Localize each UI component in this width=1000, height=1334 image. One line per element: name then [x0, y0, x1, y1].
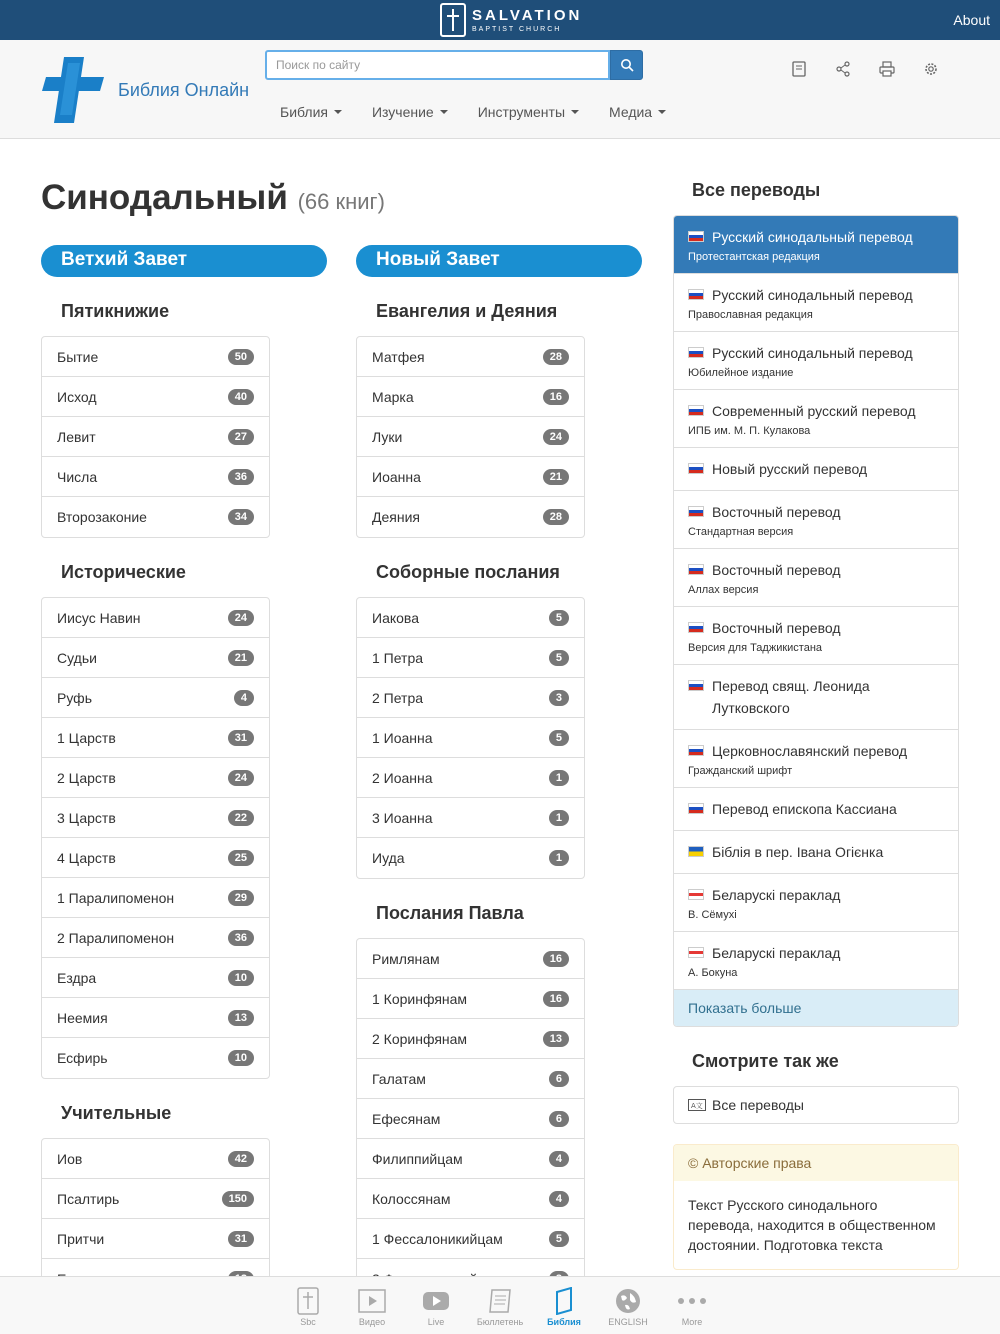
book-row[interactable]: [357, 1179, 584, 1219]
book-list: [356, 336, 585, 538]
live-icon: [420, 1285, 452, 1317]
book-row[interactable]: [357, 1099, 584, 1139]
section-title: Соборные послания: [376, 562, 560, 582]
book-name: 3 Царств: [57, 809, 116, 826]
share-icon[interactable]: [834, 60, 852, 78]
book-name: Иакова: [372, 609, 419, 626]
book-name: Числа: [57, 468, 98, 485]
translation-edition: Юбилейное издание: [688, 367, 794, 379]
copyright-title: © Авторские права: [674, 1145, 958, 1181]
flag-ru-icon: [688, 463, 704, 474]
book-name: Руфь: [57, 689, 92, 706]
chapter-count-badge: 16: [543, 991, 569, 1007]
tab-bible[interactable]: Библия: [532, 1277, 596, 1334]
book-row[interactable]: [357, 758, 584, 798]
tab-live[interactable]: Live: [404, 1277, 468, 1334]
book-name: 3 Иоанна: [372, 809, 433, 826]
see-also-title: Смотрите так же: [692, 1051, 839, 1071]
book-row[interactable]: [357, 598, 584, 638]
bulletin-icon: [484, 1285, 516, 1317]
translation-name: Перевод епископа Кассиана: [712, 801, 897, 817]
chapter-count-badge: 21: [228, 650, 254, 666]
nav-tools[interactable]: Инструменты: [478, 104, 579, 120]
chapter-count-badge: 16: [543, 389, 569, 405]
book-row[interactable]: [357, 1019, 584, 1059]
chapter-count-badge: 24: [228, 610, 254, 626]
translation-name: Восточный перевод: [712, 504, 841, 520]
translation-name: Современный русский перевод: [712, 403, 916, 419]
chapter-count-badge: 34: [228, 509, 254, 525]
translation-main: [688, 884, 944, 906]
translation-main: [688, 617, 944, 639]
translation-edition: Гражданский шрифт: [688, 765, 793, 777]
translation-edition: Аллах версия: [688, 584, 759, 596]
translations-list: [673, 215, 959, 1027]
brand-main-text: SALVATION: [472, 6, 583, 24]
copyright-text: Текст Русского синодального перевода, находится в общественном достоянии. Подготовка текста: [688, 1197, 936, 1253]
book-name: Ефесянам: [372, 1110, 441, 1127]
translation-name: Беларускі пераклад: [712, 887, 841, 903]
tab-more[interactable]: More: [660, 1277, 724, 1334]
book-row[interactable]: [357, 718, 584, 758]
translation-item[interactable]: [674, 932, 958, 990]
salvation-logo[interactable]: [440, 3, 582, 37]
caret-down-icon: [658, 110, 666, 114]
translation-main: [688, 400, 944, 422]
translation-edition: Православная редакция: [688, 309, 813, 321]
chapter-count-badge: 24: [228, 770, 254, 786]
caret-down-icon: [440, 110, 448, 114]
book-name: 1 Коринфянам: [372, 990, 468, 1007]
new-testament-column: [356, 245, 642, 1300]
translation-edition: ИПБ им. М. П. Кулакова: [688, 425, 811, 437]
svg-text:A文: A文: [691, 1102, 703, 1110]
translation-name: Русский синодальный перевод: [712, 345, 913, 361]
chapter-count-badge: 4: [549, 1191, 569, 1207]
flag-ru-icon: [688, 347, 704, 358]
section-title: Учительные: [61, 1103, 172, 1123]
book-name: 2 Иоанна: [372, 769, 433, 786]
translation-main: [688, 501, 944, 523]
translation-name: Русский синодальный перевод: [712, 229, 913, 245]
book-name: 2 Петра: [372, 689, 424, 706]
flag-ru-icon: [688, 680, 704, 691]
translation-name: Новый русский перевод: [712, 461, 868, 477]
chapter-count-badge: 28: [543, 509, 569, 525]
flag-ua-icon: [688, 846, 704, 857]
book-row[interactable]: [42, 598, 269, 638]
book-row[interactable]: [357, 939, 584, 979]
book-row[interactable]: [357, 497, 584, 537]
translation-main: [688, 284, 944, 306]
section-title: Евангелия и Деяния: [376, 301, 558, 321]
brand-sub-text: BAPTIST CHURCH: [472, 25, 562, 33]
new-testament-header[interactable]: Новый Завет: [356, 245, 642, 277]
search-button[interactable]: [610, 50, 643, 80]
section-title: Послания Павла: [376, 903, 524, 923]
book-name: Есфирь: [57, 1050, 108, 1066]
book-row[interactable]: [42, 1219, 269, 1259]
settings-gear-icon[interactable]: [922, 60, 940, 78]
translation-main: [688, 675, 944, 719]
book-name: Иоанна: [372, 468, 421, 485]
translation-name: Церковнославянский перевод: [712, 743, 908, 759]
translation-main: [688, 740, 944, 762]
chapter-count-badge: 13: [543, 1031, 569, 1047]
translation-main: [688, 841, 944, 863]
chapter-count-badge: 6: [549, 1071, 569, 1087]
translation-name: Русский синодальный перевод: [712, 287, 913, 303]
book-row[interactable]: [42, 377, 269, 417]
chapter-count-badge: 24: [543, 429, 569, 445]
book-row[interactable]: [42, 497, 269, 537]
book-row[interactable]: [42, 838, 269, 878]
translation-name: Перевод свящ. Леонида Лутковского: [712, 678, 870, 716]
site-title[interactable]: Библия Онлайн: [118, 80, 250, 100]
flag-ru-icon: [688, 745, 704, 756]
book-name: Матфея: [372, 348, 425, 365]
bookmark-book-icon[interactable]: [790, 60, 808, 78]
book-name: Иуда: [372, 850, 405, 866]
book-name: Деяния: [372, 509, 420, 525]
bible-online-logo-icon[interactable]: [42, 55, 106, 125]
chapter-count-badge: 4: [549, 1151, 569, 1167]
show-more-button[interactable]: Показать больше: [674, 990, 958, 1026]
translation-item[interactable]: [674, 390, 958, 448]
translation-name: Біблія в пер. Івана Огієнка: [712, 844, 884, 860]
chapter-count-badge: 22: [228, 810, 254, 826]
old-testament-header[interactable]: Ветхий Завет: [41, 245, 327, 277]
translation-main: [688, 226, 944, 248]
search-bar: [265, 50, 643, 80]
tab-english[interactable]: ENGLISH: [596, 1277, 660, 1334]
book-row[interactable]: [357, 1139, 584, 1179]
chapter-count-badge: 5: [549, 1231, 569, 1247]
chapter-count-badge: 50: [228, 349, 254, 365]
book-name: Луки: [372, 428, 403, 445]
book-name: 1 Царств: [57, 729, 116, 746]
book-name: 2 Паралипоменон: [57, 929, 175, 946]
book-name: Левит: [57, 428, 96, 445]
book-row[interactable]: [42, 758, 269, 798]
section-title: Исторические: [61, 562, 186, 582]
book-name: Римлянам: [372, 950, 440, 967]
chapter-count-badge: 16: [543, 951, 569, 967]
flag-by-icon: [688, 947, 704, 958]
flag-ru-icon: [688, 289, 704, 300]
chapter-count-badge: 36: [228, 469, 254, 485]
book-name: 2 Коринфянам: [372, 1030, 468, 1047]
chapter-count-badge: 31: [228, 730, 254, 746]
chapter-count-badge: 21: [543, 469, 569, 485]
book-name: Ездра: [57, 969, 97, 986]
chapter-count-badge: 5: [549, 610, 569, 626]
book-name: Марка: [372, 388, 414, 405]
book-row[interactable]: [357, 1219, 584, 1259]
translation-main: [688, 559, 944, 581]
tab-bulletin[interactable]: Бюллетень: [468, 1277, 532, 1334]
book-count: (66 книг): [297, 189, 385, 214]
book-list: [356, 938, 585, 1300]
flag-ru-icon: [688, 803, 704, 814]
chapter-count-badge: 4: [234, 690, 254, 706]
search-icon: [620, 58, 634, 72]
book-row[interactable]: [42, 1179, 269, 1219]
about-link[interactable]: About: [953, 12, 990, 28]
translation-item[interactable]: [674, 448, 958, 491]
book-name: Колоссянам: [372, 1190, 451, 1207]
book-row[interactable]: [357, 798, 584, 838]
book-name: 1 Паралипоменон: [57, 889, 175, 906]
translation-main: [688, 798, 944, 820]
flag-ru-icon: [688, 622, 704, 633]
translation-main: [688, 942, 944, 964]
church-cross-icon: [440, 3, 466, 37]
book-row[interactable]: [357, 979, 584, 1019]
sbc-icon: [292, 1285, 324, 1317]
more-icon: [676, 1285, 708, 1317]
translation-edition: А. Бокуна: [688, 967, 738, 979]
translation-item[interactable]: [674, 216, 958, 274]
translation-main: [688, 458, 944, 480]
book-list: [356, 597, 585, 879]
flag-ru-icon: [688, 405, 704, 416]
flag-ru-icon: [688, 564, 704, 575]
book-row[interactable]: [42, 678, 269, 718]
site-header: [0, 40, 1000, 139]
translation-edition: Версия для Таджикистана: [688, 642, 823, 654]
book-row[interactable]: [42, 998, 269, 1038]
flag-by-icon: [688, 889, 704, 900]
translation-item[interactable]: [674, 665, 958, 730]
book-row[interactable]: [357, 377, 584, 417]
book-name: Второзаконие: [57, 509, 147, 525]
book-row[interactable]: [357, 838, 584, 878]
chapter-count-badge: 40: [228, 389, 254, 405]
caret-down-icon: [571, 110, 579, 114]
caret-down-icon: [334, 110, 342, 114]
tab-video[interactable]: Видео: [340, 1277, 404, 1334]
book-row[interactable]: [42, 337, 269, 377]
chapter-count-badge: 10: [228, 970, 254, 986]
book-list: [41, 336, 270, 538]
chapter-count-badge: 36: [228, 930, 254, 946]
book-name: 2 Царств: [57, 769, 116, 786]
book-row[interactable]: [357, 417, 584, 457]
flag-ru-icon: [688, 506, 704, 517]
book-name: Бытие: [57, 348, 99, 365]
translation-edition: Стандартная версия: [688, 526, 794, 538]
video-icon: [356, 1285, 388, 1317]
book-row[interactable]: [42, 638, 269, 678]
book-row[interactable]: [42, 718, 269, 758]
page-title: Синодальный (66 книг): [41, 178, 385, 217]
book-row[interactable]: [357, 457, 584, 497]
section-title: Пятикнижие: [61, 301, 170, 321]
top-banner: [0, 0, 1000, 40]
chapter-count-badge: 1: [549, 850, 569, 866]
chapter-count-badge: 1: [549, 770, 569, 786]
book-name: Галатам: [372, 1070, 426, 1087]
translation-item[interactable]: [674, 788, 958, 831]
header-tools: [790, 60, 940, 78]
see-also-all-translations-link[interactable]: A文 Все переводы: [673, 1086, 959, 1124]
copyright-panel: [673, 1144, 959, 1270]
book-row[interactable]: [42, 457, 269, 497]
old-testament-column: [41, 245, 327, 1300]
chapter-count-badge: 5: [549, 730, 569, 746]
translation-item[interactable]: [674, 549, 958, 607]
book-row[interactable]: [42, 958, 269, 998]
book-list: [41, 597, 270, 1079]
nav-study[interactable]: Изучение: [372, 104, 448, 120]
book-row[interactable]: [42, 878, 269, 918]
chapter-count-badge: 42: [228, 1151, 254, 1167]
chapter-count-badge: 13: [228, 1010, 254, 1026]
print-icon[interactable]: [878, 60, 896, 78]
translation-item[interactable]: [674, 874, 958, 932]
translation-item[interactable]: [674, 607, 958, 665]
translation-main: [688, 342, 944, 364]
book-name: 1 Иоанна: [372, 729, 433, 746]
book-name: Неемия: [57, 1009, 108, 1026]
chapter-count-badge: 29: [228, 890, 254, 906]
book-name: Исход: [57, 388, 97, 405]
translation-item[interactable]: [674, 332, 958, 390]
chapter-count-badge: 150: [222, 1191, 254, 1207]
chapter-count-badge: 25: [228, 850, 254, 866]
chapter-count-badge: 31: [228, 1231, 254, 1247]
translation-item[interactable]: [674, 730, 958, 788]
book-row[interactable]: [357, 337, 584, 377]
book-name: 1 Петра: [372, 649, 424, 666]
book-name: Иов: [57, 1150, 83, 1167]
translation-item[interactable]: [674, 831, 958, 874]
translation-item[interactable]: [674, 274, 958, 332]
translation-name: Восточный перевод: [712, 620, 841, 636]
flag-ru-icon: [688, 231, 704, 242]
nav-media[interactable]: Медиа: [609, 104, 666, 120]
book-name: 4 Царств: [57, 849, 116, 866]
book-name: Иисус Навин: [57, 609, 141, 626]
chapter-count-badge: 3: [549, 690, 569, 706]
globe-icon: [612, 1285, 644, 1317]
nav-bible[interactable]: Библия: [280, 104, 342, 120]
translations-title: Все переводы: [692, 180, 821, 200]
book-name: Притчи: [57, 1230, 105, 1247]
tab-sbc[interactable]: Sbc: [276, 1277, 340, 1334]
translation-item[interactable]: [674, 491, 958, 549]
chapter-count-badge: 28: [543, 349, 569, 365]
book-row[interactable]: [357, 1059, 584, 1099]
bible-icon: [548, 1285, 580, 1317]
book-name: Псалтирь: [57, 1190, 120, 1207]
book-row[interactable]: [42, 918, 269, 958]
translation-edition: В. Сёмухі: [688, 909, 737, 921]
book-row[interactable]: [42, 1038, 269, 1078]
search-input[interactable]: [265, 50, 610, 80]
bottom-tab-bar: [0, 1276, 1000, 1334]
chapter-count-badge: 6: [549, 1111, 569, 1127]
chapter-count-badge: 1: [549, 810, 569, 826]
language-icon: [688, 1099, 706, 1111]
main-nav: [280, 104, 666, 120]
translation-name: Беларускі пераклад: [712, 945, 841, 961]
book-row[interactable]: [42, 798, 269, 838]
translation-edition: Протестантская редакция: [688, 251, 820, 263]
book-row[interactable]: [42, 417, 269, 457]
book-name: Судьи: [57, 649, 97, 666]
translation-name: Восточный перевод: [712, 562, 841, 578]
chapter-count-badge: 5: [549, 650, 569, 666]
book-row[interactable]: [357, 638, 584, 678]
book-row[interactable]: [357, 678, 584, 718]
chapter-count-badge: 27: [228, 429, 254, 445]
book-name: 1 Фессалоникийцам: [372, 1230, 503, 1247]
book-row[interactable]: [42, 1139, 269, 1179]
chapter-count-badge: 10: [228, 1050, 254, 1066]
translations-sidebar: [673, 180, 959, 1270]
book-name: Филиппийцам: [372, 1150, 463, 1167]
